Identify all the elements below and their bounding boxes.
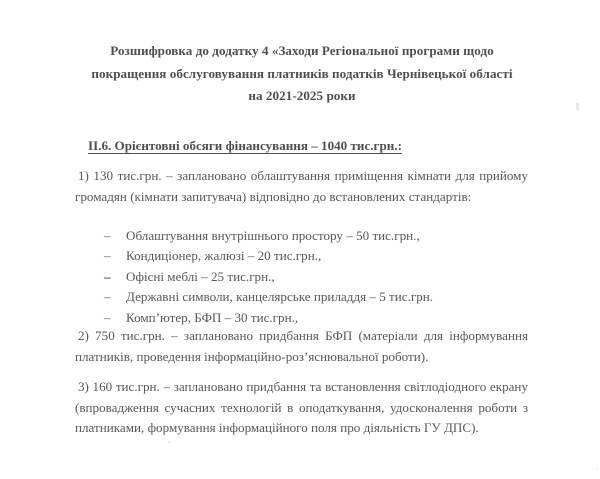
- en-dash-bullet-icon: –: [104, 289, 111, 305]
- paragraph-item-3: [75, 377, 528, 439]
- en-dash-bullet-icon: –: [104, 248, 111, 264]
- list-item: [104, 246, 433, 266]
- list-item: [104, 226, 433, 246]
- list-item-label: Облаштування внутрішнього простору – 50 тис.грн.,: [126, 228, 420, 243]
- paragraph-item-1: [75, 166, 528, 207]
- list-item: [104, 287, 433, 307]
- scan-artifact-speck: [168, 441, 170, 443]
- list-item-label: Офісні меблі – 25 тис.грн.,: [126, 268, 275, 284]
- paragraph-item-3-text: 3) 160 тис.грн. – заплановано придбання та встановлення світлодіодного екрану (впровадження сучасних технологій в оподаткування, удосконалення роботи з платниками, формування інформаційного поля про діяльність ГУ ДПС).: [75, 379, 528, 436]
- document-title-line-3: на 2021-2025 роки: [248, 88, 356, 103]
- list-item-label: Кондиціонер, жалюзі – 20 тис.грн.,: [126, 248, 322, 264]
- list-item-label: Державні символи, канцелярське приладдя – 5 тис.грн.: [126, 289, 434, 305]
- financing-bullet-list: [104, 226, 433, 328]
- document-title-line-2: покращення обслуговування платників податків Чернівецької області: [91, 65, 513, 81]
- en-dash-bullet-icon: –: [104, 309, 111, 325]
- scan-artifact-speck: [596, 468, 598, 470]
- section-heading-financing: II.6. Орієнтовні обсяги фінансування – 1040 тис.грн.:: [88, 138, 402, 153]
- scan-artifact-speck: [576, 103, 579, 110]
- document-title-line-1: Розшифровка до додатку 4 «Заходи Регіональної програми щодо: [110, 43, 494, 58]
- list-item: [104, 267, 433, 287]
- paragraph-item-2: [75, 326, 528, 367]
- en-dash-bullet-icon: –: [104, 228, 111, 243]
- document-title: [76, 40, 528, 108]
- list-item: [104, 308, 433, 328]
- en-dash-bullet-icon: –: [104, 268, 111, 284]
- paragraph-item-1-text: 1) 130 тис.грн. – заплановано облаштування приміщення кімнати для прийому громадян (кімнати запитувача) відповідно до встановлених стандартів:: [75, 168, 528, 204]
- paragraph-item-2-text: 2) 750 тис.грн. – заплановано придбання БФП (матеріали для інформування платників, проведення інформаційно-роз’яснювальної роботи).: [75, 328, 528, 364]
- list-item-label: Комп’ютер, БФП – 30 тис.грн.,: [126, 309, 299, 325]
